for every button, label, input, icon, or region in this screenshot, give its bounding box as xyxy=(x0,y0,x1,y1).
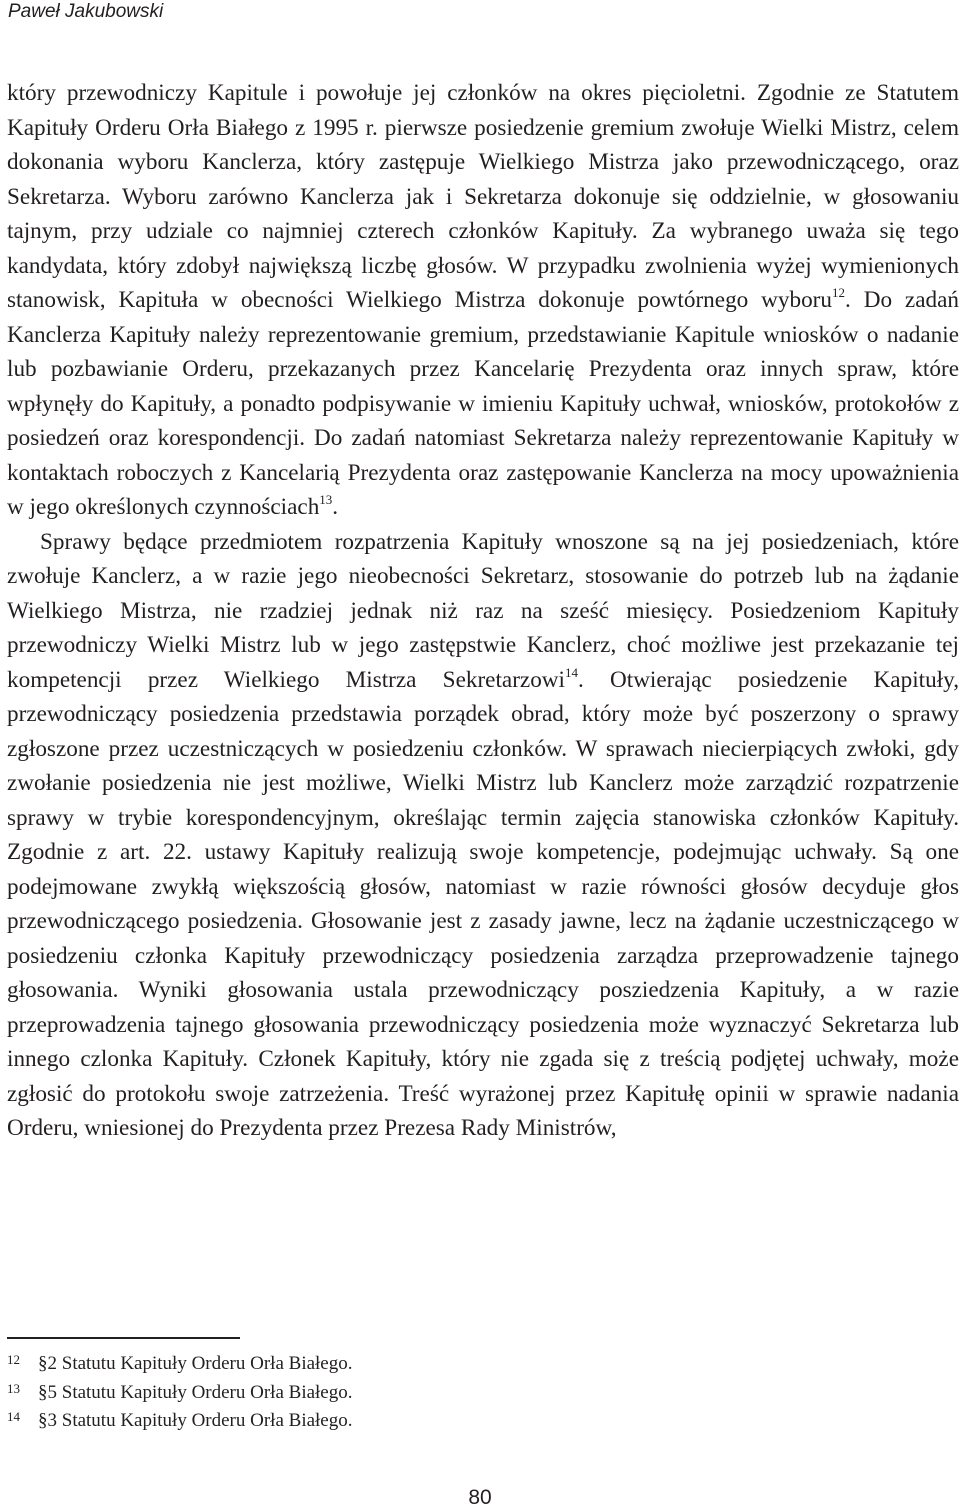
text-segment: . xyxy=(332,494,339,520)
footnotes xyxy=(7,1350,707,1436)
footnote-divider xyxy=(7,1337,240,1339)
running-head-author: Paweł Jakubowski xyxy=(8,1,164,22)
footnote-reference[interactable]: 12 xyxy=(832,285,845,301)
paragraph xyxy=(7,76,959,525)
text-segment: który przewodniczy Kapitule i powołuje jej członków na okres pięcioletni. Zgodnie ze Statutem Kapituły Orderu Orła Białego z 1995 r. pierwsze posiedzenie gremium zwołuje Wielki Mistrz, celem dokonania wyboru Kanclerza, który zastępuje Wielkiego Mistrza jako przewodniczącego, oraz Sekretarza. Wyboru zarówno Kanclerza jak i Sekretarza dokonuje się oddzielnie, w głosowaniu tajnym, przy udziale co najmniej czterech członków Kapituły. Za wybranego uważa się tego kandydata, który zdobył największą liczbę głosów. W przypadku zwolnienia wyżej wymienionych stanowisk, Kapituła w obecności Wielkiego Mistrza dokonuje powtórnego wyboru xyxy=(7,80,959,313)
paragraph xyxy=(7,525,959,1146)
text-segment: . Do zadań Kanclerza Kapituły należy reprezentowanie gremium, przedstawianie Kapitule wniosków o nadanie lub pozbawianie Orderu, przekazanych przez Kancelarię Prezydenta oraz innych spraw, które wpłynęły do Kapituły, a ponadto podpisywanie w imieniu Kapituły uchwał, wniosków, protokołów z posiedzeń oraz korespondencji. Do zadań natomiast Sekretarza należy reprezentowanie Kapituły w kontaktach roboczych z Kancelarią Prezydenta oraz zastępowanie Kanclerza na mocy upoważnienia w jego określonych czynnościach xyxy=(7,287,959,520)
footnote-item xyxy=(7,1379,707,1408)
footnote-item xyxy=(7,1350,707,1379)
footnote-text: §2 Statutu Kapituły Orderu Orła Białego. xyxy=(38,1353,353,1374)
footnote-reference[interactable]: 13 xyxy=(319,492,333,508)
body-text xyxy=(7,76,959,1146)
footnote-item xyxy=(7,1407,707,1436)
page-number: 80 xyxy=(468,1486,492,1509)
footnote-text: §5 Statutu Kapituły Orderu Orła Białego. xyxy=(38,1381,353,1403)
footnote-number: 12 xyxy=(7,1352,20,1367)
footnote-reference[interactable]: 14 xyxy=(565,664,578,680)
footnote-number: 14 xyxy=(7,1409,20,1424)
text-segment: . Otwierając posiedzenie Kapituły, przewodniczący posiedzenia przedstawia porządek obrad, który może być poszerzony o sprawy zgłoszone przez uczestniczących w posiedzeniu członków. W sprawach niecierpiących zwłoki, gdy zwołanie posiedzenia nie jest możliwe, Wielki Mistrz lub Kanclerz może zarządzić rozpatrzenie sprawy w trybie korespondencyjnym, określając termin zajęcia stanowiska członków Kapituły. Zgodnie z art. 22. ustawy Kapituły realizują swoje kompetencje, podejmując uchwały. Są one podejmowane zwykłą większością głosów, natomiast w razie równości głosów decyduje głos przewodniczącego posiedzenia. Głosowanie jest z zasady jawne, lecz na żądanie uczestniczącego w posiedzeniu członka Kapituły przewodniczący posiedzenia zarządza przeprowadzenie tajnego głosowania. Wyniki głosowania ustala przewodniczący posziedzenia Kapituły, a w razie przeprowadzenia tajnego głosowania przewodniczący posiedzenia może wyznaczyć Sekretarza lub innego czlonka Kapituły. Członek Kapituły, który nie zgada się z treścią podjętej uchwały, może zgłosić do protokołu swoje zatrzeżenia. Treść wyrażonej przez Kapitułę opinii w sprawie nadania Orderu, wniesionej do Prezydenta przez Prezesa Rady Ministrów, xyxy=(7,666,959,1141)
text-segment: Sprawy będące przedmiotem rozpatrzenia Kapituły wnoszone są na jej posiedzeniach, które zwołuje Kanclerz, a w razie jego nieobecności Sekretarz, stosowanie do potrzeb lub na żądanie Wielkiego Mistrza, nie rzadziej jednak niż raz na sześć miesięcy. Posiedzeniom Kapituły przewodniczy Wielki Mistrz lub w jego zastępstwie Kanclerz, choć możliwe jest przekazanie tej kompetencji przez Wielkiego Mistrza Sekretarzowi xyxy=(7,528,959,693)
footnote-text: §3 Statutu Kapituły Orderu Orła Białego. xyxy=(38,1410,353,1431)
footnote-number: 13 xyxy=(7,1380,20,1396)
